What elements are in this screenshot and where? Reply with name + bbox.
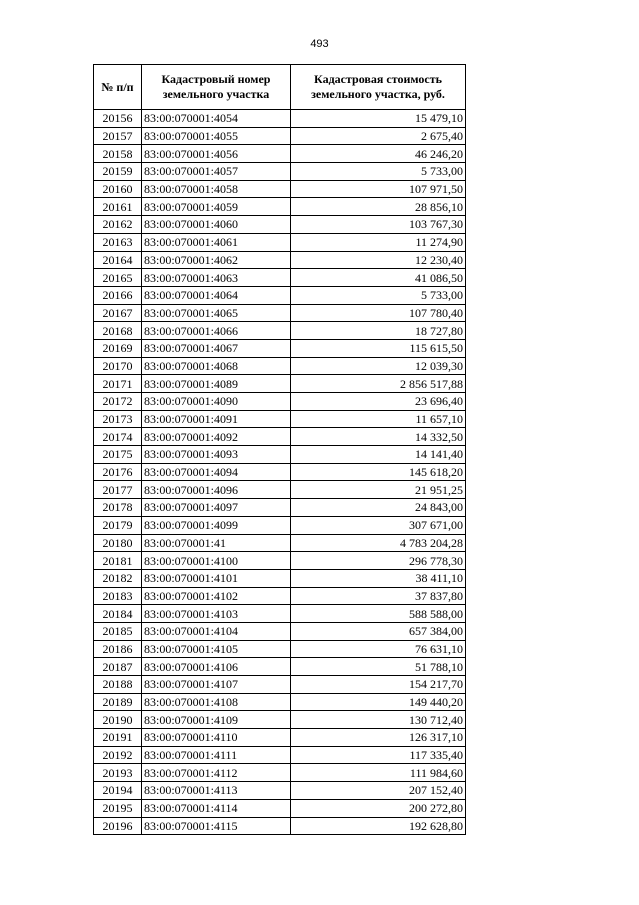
row-number-cell: 20161	[94, 198, 142, 216]
cadastral-value-cell: 130 712,40	[291, 711, 466, 729]
row-number-cell: 20189	[94, 693, 142, 711]
table-row	[94, 764, 466, 782]
row-number-cell: 20158	[94, 145, 142, 163]
cadastral-value-cell: 12 039,30	[291, 357, 466, 375]
row-number-cell: 20192	[94, 746, 142, 764]
row-number-cell: 20166	[94, 286, 142, 304]
column-header-cadastral-number: Кадастровый номер земельного участка	[142, 65, 291, 110]
table-row	[94, 799, 466, 817]
table-row	[94, 676, 466, 694]
table-row	[94, 817, 466, 835]
table-row	[94, 145, 466, 163]
cadastral-number-cell: 83:00:070001:4066	[142, 322, 291, 340]
row-number-cell: 20157	[94, 127, 142, 145]
table-row	[94, 569, 466, 587]
cadastral-number-cell: 83:00:070001:4099	[142, 516, 291, 534]
cadastral-value-cell: 51 788,10	[291, 658, 466, 676]
cadastral-number-cell: 83:00:070001:4094	[142, 463, 291, 481]
cadastral-value-cell: 11 657,10	[291, 410, 466, 428]
row-number-cell: 20179	[94, 516, 142, 534]
column-header-number: № п/п	[94, 65, 142, 110]
table-row	[94, 640, 466, 658]
cadastral-number-cell: 83:00:070001:4108	[142, 693, 291, 711]
column-header-cadastral-value: Кадастровая стоимость земельного участка, руб.	[291, 65, 466, 110]
cadastral-number-cell: 83:00:070001:4090	[142, 393, 291, 411]
row-number-cell: 20191	[94, 729, 142, 747]
cadastral-number-cell: 83:00:070001:41	[142, 534, 291, 552]
cadastral-number-cell: 83:00:070001:4097	[142, 499, 291, 517]
cadastral-number-cell: 83:00:070001:4067	[142, 339, 291, 357]
cadastral-value-cell: 18 727,80	[291, 322, 466, 340]
cadastral-value-cell: 46 246,20	[291, 145, 466, 163]
cadastral-value-cell: 307 671,00	[291, 516, 466, 534]
table-row	[94, 357, 466, 375]
cadastral-number-cell: 83:00:070001:4068	[142, 357, 291, 375]
cadastral-number-cell: 83:00:070001:4093	[142, 446, 291, 464]
cadastral-value-cell: 657 384,00	[291, 622, 466, 640]
cadastral-number-cell: 83:00:070001:4060	[142, 216, 291, 234]
cadastral-value-cell: 23 696,40	[291, 393, 466, 411]
row-number-cell: 20170	[94, 357, 142, 375]
cadastral-value-cell: 126 317,10	[291, 729, 466, 747]
row-number-cell: 20186	[94, 640, 142, 658]
cadastral-value-cell: 12 230,40	[291, 251, 466, 269]
cadastral-value-cell: 107 971,50	[291, 180, 466, 198]
table-row	[94, 711, 466, 729]
cadastral-number-cell: 83:00:070001:4115	[142, 817, 291, 835]
row-number-cell: 20194	[94, 782, 142, 800]
cadastral-value-cell: 14 332,50	[291, 428, 466, 446]
cadastral-number-cell: 83:00:070001:4089	[142, 375, 291, 393]
cadastral-value-cell: 117 335,40	[291, 746, 466, 764]
row-number-cell: 20169	[94, 339, 142, 357]
table-row	[94, 463, 466, 481]
cadastral-number-cell: 83:00:070001:4104	[142, 622, 291, 640]
row-number-cell: 20164	[94, 251, 142, 269]
row-number-cell: 20174	[94, 428, 142, 446]
table-row	[94, 658, 466, 676]
cadastral-value-cell: 14 141,40	[291, 446, 466, 464]
row-number-cell: 20190	[94, 711, 142, 729]
table-row	[94, 322, 466, 340]
cadastral-value-cell: 2 856 517,88	[291, 375, 466, 393]
cadastral-value-cell: 154 217,70	[291, 676, 466, 694]
cadastral-value-cell: 192 628,80	[291, 817, 466, 835]
cadastral-number-cell: 83:00:070001:4107	[142, 676, 291, 694]
row-number-cell: 20177	[94, 481, 142, 499]
table-row	[94, 428, 466, 446]
table-row	[94, 622, 466, 640]
row-number-cell: 20162	[94, 216, 142, 234]
row-number-cell: 20172	[94, 393, 142, 411]
cadastral-value-cell: 76 631,10	[291, 640, 466, 658]
row-number-cell: 20156	[94, 110, 142, 128]
row-number-cell: 20160	[94, 180, 142, 198]
cadastral-number-cell: 83:00:070001:4105	[142, 640, 291, 658]
row-number-cell: 20176	[94, 463, 142, 481]
cadastral-value-cell: 107 780,40	[291, 304, 466, 322]
table-row	[94, 534, 466, 552]
cadastral-value-cell: 115 615,50	[291, 339, 466, 357]
cadastral-number-cell: 83:00:070001:4100	[142, 552, 291, 570]
cadastral-value-cell: 111 984,60	[291, 764, 466, 782]
table-row	[94, 269, 466, 287]
cadastral-number-cell: 83:00:070001:4114	[142, 799, 291, 817]
cadastral-value-cell: 2 675,40	[291, 127, 466, 145]
row-number-cell: 20180	[94, 534, 142, 552]
row-number-cell: 20196	[94, 817, 142, 835]
cadastral-value-cell: 4 783 204,28	[291, 534, 466, 552]
cadastral-value-cell: 37 837,80	[291, 587, 466, 605]
cadastral-number-cell: 83:00:070001:4061	[142, 233, 291, 251]
row-number-cell: 20195	[94, 799, 142, 817]
row-number-cell: 20171	[94, 375, 142, 393]
table-row	[94, 304, 466, 322]
cadastral-value-cell: 5 733,00	[291, 163, 466, 181]
cadastral-number-cell: 83:00:070001:4096	[142, 481, 291, 499]
table-row	[94, 481, 466, 499]
cadastral-number-cell: 83:00:070001:4092	[142, 428, 291, 446]
cadastral-value-cell: 21 951,25	[291, 481, 466, 499]
header-row	[94, 65, 466, 110]
table-row	[94, 552, 466, 570]
table-row	[94, 375, 466, 393]
cadastral-number-cell: 83:00:070001:4109	[142, 711, 291, 729]
cadastral-number-cell: 83:00:070001:4065	[142, 304, 291, 322]
cadastral-number-cell: 83:00:070001:4062	[142, 251, 291, 269]
cadastral-value-cell: 296 778,30	[291, 552, 466, 570]
row-number-cell: 20168	[94, 322, 142, 340]
table-row	[94, 446, 466, 464]
table-row	[94, 782, 466, 800]
row-number-cell: 20188	[94, 676, 142, 694]
cadastral-value-cell: 588 588,00	[291, 605, 466, 623]
cadastral-number-cell: 83:00:070001:4106	[142, 658, 291, 676]
table-row	[94, 286, 466, 304]
table-row	[94, 216, 466, 234]
cadastral-value-cell: 28 856,10	[291, 198, 466, 216]
cadastral-value-cell: 103 767,30	[291, 216, 466, 234]
table-header	[94, 65, 466, 110]
row-number-cell: 20159	[94, 163, 142, 181]
cadastral-value-cell: 145 618,20	[291, 463, 466, 481]
cadastral-number-cell: 83:00:070001:4056	[142, 145, 291, 163]
cadastral-number-cell: 83:00:070001:4064	[142, 286, 291, 304]
cadastral-number-cell: 83:00:070001:4102	[142, 587, 291, 605]
table-row	[94, 729, 466, 747]
table-body	[94, 110, 466, 835]
table-row	[94, 410, 466, 428]
cadastral-number-cell: 83:00:070001:4110	[142, 729, 291, 747]
row-number-cell: 20183	[94, 587, 142, 605]
row-number-cell: 20173	[94, 410, 142, 428]
table-row	[94, 110, 466, 128]
cadastral-value-cell: 149 440,20	[291, 693, 466, 711]
cadastral-number-cell: 83:00:070001:4113	[142, 782, 291, 800]
table-row	[94, 163, 466, 181]
cadastral-number-cell: 83:00:070001:4057	[142, 163, 291, 181]
cadastral-number-cell: 83:00:070001:4111	[142, 746, 291, 764]
cadastral-number-cell: 83:00:070001:4101	[142, 569, 291, 587]
cadastral-value-table	[93, 64, 466, 835]
table-row	[94, 746, 466, 764]
cadastral-number-cell: 83:00:070001:4103	[142, 605, 291, 623]
cadastral-value-cell: 15 479,10	[291, 110, 466, 128]
row-number-cell: 20193	[94, 764, 142, 782]
cadastral-value-cell: 24 843,00	[291, 499, 466, 517]
cadastral-value-cell: 5 733,00	[291, 286, 466, 304]
cadastral-value-cell: 207 152,40	[291, 782, 466, 800]
row-number-cell: 20181	[94, 552, 142, 570]
row-number-cell: 20167	[94, 304, 142, 322]
table-row	[94, 605, 466, 623]
row-number-cell: 20175	[94, 446, 142, 464]
cadastral-number-cell: 83:00:070001:4058	[142, 180, 291, 198]
row-number-cell: 20187	[94, 658, 142, 676]
table-row	[94, 693, 466, 711]
cadastral-value-cell: 200 272,80	[291, 799, 466, 817]
cadastral-number-cell: 83:00:070001:4059	[142, 198, 291, 216]
table-row	[94, 339, 466, 357]
cadastral-number-cell: 83:00:070001:4112	[142, 764, 291, 782]
cadastral-value-cell: 41 086,50	[291, 269, 466, 287]
table-row	[94, 499, 466, 517]
cadastral-value-cell: 38 411,10	[291, 569, 466, 587]
table-row	[94, 180, 466, 198]
row-number-cell: 20178	[94, 499, 142, 517]
cadastral-number-cell: 83:00:070001:4054	[142, 110, 291, 128]
table-row	[94, 233, 466, 251]
table-row	[94, 251, 466, 269]
cadastral-value-cell: 11 274,90	[291, 233, 466, 251]
page-number: 493	[310, 38, 329, 50]
cadastral-number-cell: 83:00:070001:4063	[142, 269, 291, 287]
table-row	[94, 516, 466, 534]
table-row	[94, 587, 466, 605]
cadastral-number-cell: 83:00:070001:4091	[142, 410, 291, 428]
row-number-cell: 20182	[94, 569, 142, 587]
row-number-cell: 20163	[94, 233, 142, 251]
row-number-cell: 20184	[94, 605, 142, 623]
row-number-cell: 20165	[94, 269, 142, 287]
table-row	[94, 393, 466, 411]
table-row	[94, 127, 466, 145]
row-number-cell: 20185	[94, 622, 142, 640]
table-row	[94, 198, 466, 216]
cadastral-number-cell: 83:00:070001:4055	[142, 127, 291, 145]
